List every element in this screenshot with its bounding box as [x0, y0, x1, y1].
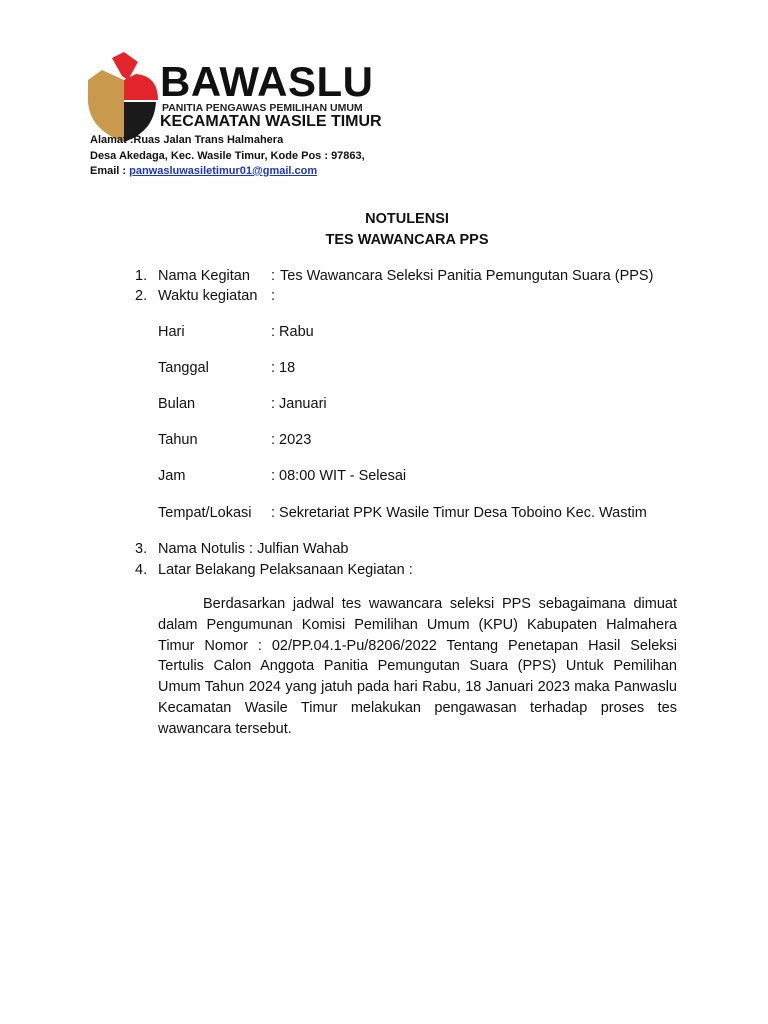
- detail-value-day: : Rabu: [271, 324, 314, 340]
- detail-value-time: : 08:00 WIT - Selesai: [271, 468, 407, 484]
- detail-label-year: Tahun: [158, 432, 198, 448]
- item-text: Latar Belakang Pelaksanaan Kegiatan :: [158, 562, 413, 578]
- office-name: KECAMATAN WASILE TIMUR: [160, 113, 382, 130]
- item-separator: :: [271, 288, 276, 304]
- detail-label-month: Bulan: [158, 396, 196, 412]
- detail-value-month: : Januari: [271, 396, 327, 412]
- document-subtitle: TES WAWANCARA PPS: [325, 232, 489, 248]
- brand-tagline: PANITIA PENGAWAS PEMILIHAN UMUM: [162, 102, 363, 114]
- address-line-2: Desa Akedaga, Kec. Wasile Timur, Kode Pos : 97863,: [90, 150, 365, 162]
- background-paragraph-text: Berdasarkan jadwal tes wawancara seleksi PPS sebagaimana dimuat dalam Pengumunan Komisi Pemilihan Umum (KPU) Kabupaten Halmahera Timur Nomor : 02/PP.04.1-Pu/8206/2022 Tentang Penetapan Hasil Seleksi Tertulis Calon Anggota Panitia Pemungutan Suara (PPS) Untuk Pemilihan Umum Tahun 2024 yang jatuh pada hari Rabu, 18 Januari 2023 maka Panwaslu Kecamatan Wasile Timur melakukan pengawasan terhadap proses tes wawancara tersebut.: [158, 596, 677, 737]
- detail-label-day: Hari: [158, 324, 185, 340]
- detail-label-date: Tanggal: [158, 360, 209, 376]
- detail-label-time: Jam: [158, 468, 186, 484]
- email-label: Email :: [90, 165, 130, 177]
- item-number: 2.: [135, 288, 148, 304]
- item-separator: :: [271, 268, 276, 284]
- item-number: 4.: [135, 562, 148, 578]
- item-text: Nama Notulis : Julfian Wahab: [158, 541, 349, 557]
- item-value: Tes Wawancara Seleksi Panitia Pemungutan Suara (PPS): [280, 268, 654, 284]
- document-title: NOTULENSI: [365, 211, 449, 227]
- detail-value-date: : 18: [271, 360, 296, 376]
- detail-value-location: : Sekretariat PPK Wasile Timur Desa Toboino Kec. Wastim: [271, 505, 647, 521]
- item-label: Nama Kegitan: [158, 268, 250, 284]
- item-number: 1.: [135, 268, 148, 284]
- address-line-1: Alamat :Ruas Jalan Trans Halmahera: [90, 134, 284, 146]
- detail-value-year: : 2023: [271, 432, 312, 448]
- item-label: Waktu kegiatan: [158, 288, 258, 304]
- background-paragraph: [158, 594, 677, 740]
- brand-name: BAWASLU: [160, 58, 374, 105]
- email-link[interactable]: panwasluwasiletimur01@gmail.com: [129, 165, 318, 177]
- item-number: 3.: [135, 541, 148, 557]
- email-line: [90, 164, 317, 178]
- bawaslu-logo-icon: [84, 50, 164, 145]
- detail-label-location: Tempat/Lokasi: [158, 505, 252, 521]
